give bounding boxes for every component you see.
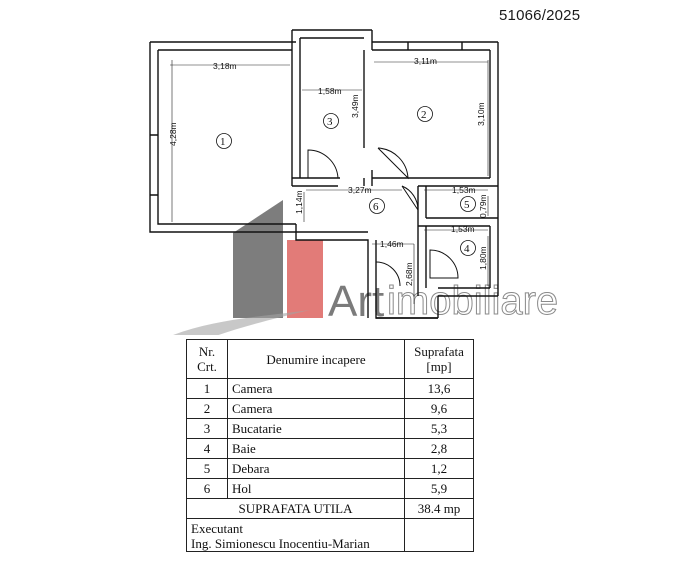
row-area: 5,3: [405, 419, 474, 439]
row-nr: 3: [187, 419, 228, 439]
executant-row: [187, 519, 474, 552]
executant-name: Ing. Simionescu Inocentiu-Marian: [191, 536, 370, 551]
header-area: Suprafata [mp]: [405, 340, 474, 379]
room6-number: 6: [373, 201, 379, 213]
row-area: 5,9: [405, 479, 474, 499]
row-name: Debara: [228, 459, 405, 479]
row-name: Camera: [228, 399, 405, 419]
brand-word-art: Art: [328, 277, 385, 326]
dim-debara-width: 1,53m: [452, 185, 476, 195]
total-value: 38.4 mp: [405, 499, 474, 519]
dim-room2-width: 3,11m: [414, 56, 437, 66]
row-name: Baie: [228, 439, 405, 459]
executant-cell: [187, 519, 405, 552]
row-nr: 6: [187, 479, 228, 499]
row-area: 9,6: [405, 399, 474, 419]
table-row: [187, 459, 474, 479]
dimension-lines: [170, 60, 488, 304]
header-name: Denumire incapere: [228, 340, 405, 379]
room1-number: 1: [220, 136, 226, 148]
row-area: 2,8: [405, 439, 474, 459]
area-table: [186, 339, 474, 552]
dim-hall-width: 3,27m: [348, 185, 372, 195]
row-name: Camera: [228, 379, 405, 399]
document-reference-number: 51066/2025: [499, 7, 581, 24]
dim-hall-height: 1,14m: [294, 190, 304, 214]
row-area: 1,2: [405, 459, 474, 479]
dim-room3-width: 1,58m: [318, 86, 342, 96]
dim-hall-passage-height: 2,68m: [404, 262, 414, 286]
room5-number: 5: [464, 199, 470, 211]
dim-room1-height: 4,28m: [168, 122, 178, 146]
dim-room2-height: 3,10m: [476, 102, 486, 126]
doors: [308, 148, 458, 286]
row-nr: 2: [187, 399, 228, 419]
dim-debara-height: 0,79m: [478, 194, 488, 218]
table-row: [187, 399, 474, 419]
row-name: Hol: [228, 479, 405, 499]
executant-label: Executant: [191, 521, 243, 536]
executant-empty-cell: [405, 519, 474, 552]
table-row: [187, 479, 474, 499]
dim-room3-height: 3,49m: [350, 94, 360, 118]
dim-hall-passage-width: 1,46m: [380, 239, 404, 249]
table-row: [187, 439, 474, 459]
table-row: [187, 419, 474, 439]
row-nr: 4: [187, 439, 228, 459]
table-header-row: [187, 340, 474, 379]
dim-bath-height: 1,80m: [478, 246, 488, 270]
table-row: [187, 379, 474, 399]
row-name: Bucatarie: [228, 419, 405, 439]
room2-number: 2: [421, 109, 427, 121]
dim-bath-width: 1,53m: [451, 224, 475, 234]
watermark-logo: [150, 200, 323, 335]
brand-word-imobiliare: imobiliare: [387, 279, 559, 323]
room3-number: 3: [327, 116, 333, 128]
row-area: 13,6: [405, 379, 474, 399]
row-nr: 5: [187, 459, 228, 479]
dim-room1-width: 3,18m: [213, 61, 237, 71]
row-nr: 1: [187, 379, 228, 399]
total-label: SUPRAFATA UTILA: [187, 499, 405, 519]
room4-number: 4: [464, 243, 470, 255]
header-nr: Nr. Crt.: [187, 340, 228, 379]
walls: [150, 30, 498, 318]
total-row: [187, 499, 474, 519]
